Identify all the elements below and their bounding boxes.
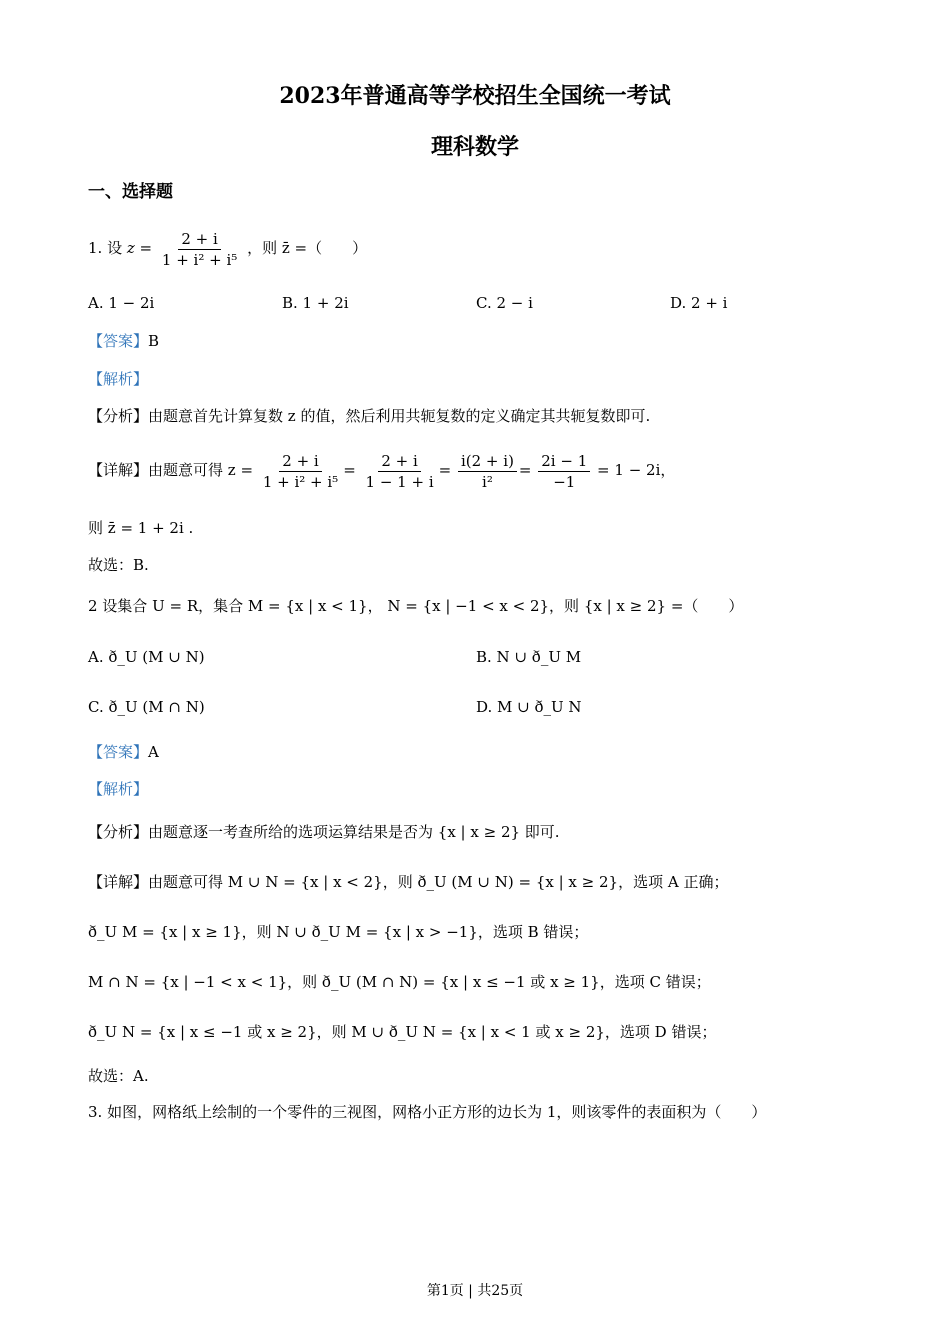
q1-option-d: D. 2 + i [670,294,728,312]
q2-option-c: C. ð_U (M ∩ N) [88,698,205,716]
q2-line-3: M ∩ N = {x | −1 < x < 1}，则 ð_U (M ∩ N) = {x | x ≤ −1 或 x ≥ 1}，选项 C 错误； [88,973,711,991]
q1-step4-num: 2i − 1 [538,451,590,472]
q1-option-b: B. 1 + 2i [282,294,349,312]
q2-analysis-tag: 【解析】 [88,780,149,798]
q2-option-d: D. M ∪ ð_U N [476,698,582,716]
q1-step-frac-2 [363,451,437,492]
q1-conjugate: 则 z̄ = 1 + 2i . [88,519,194,537]
q1-step-frac-4 [538,451,590,492]
q1-num: 1. 设 [88,239,123,257]
q2-fenxi-tag: 【分析】 [88,823,149,841]
q2-line-1: 由题意可得 M ∪ N = {x | x < 2}，则 ð_U (M ∪ N) = {x | x ≥ 2}，选项 A 正确； [148,873,729,891]
q1-xiangjie: 【详解】由题意可得 z = $\frac{2 + i}{\text{1 + i² + i⁵}}$ = $\frac{2 + i}{1 - 1 + i}$ = $\frac{i(2 + i)}{\text{i²}}$ = $\frac{2i - 1}{-1}$ = 1 − 2i， [88,451,676,491]
q1-option-a: A. 1 − 2i [88,294,155,312]
page-footer: 第1页 | 共25页 [426,1283,524,1299]
q1-analysis-tag: 【解析】 [88,370,149,388]
q2-xiangjie-1 [88,872,728,892]
q3-stem: 3. 如图，网格纸上绘制的一个零件的三视图，网格小正方形的边长为 1，则该零件的表面积为（ ） [88,1103,767,1121]
q1-step-frac-3 [458,451,517,492]
q2-stem: 2 设集合 U = R，集合 M = {x | x < 1}， N = {x | −1 < x < 2}，则 {x | x ≥ 2} =（ ） [88,597,744,615]
q1-step4-den: −1 [553,472,576,491]
q1-xiangjie-lead: 由题意可得 z = [148,461,254,479]
q1-step-frac-1 [260,451,341,492]
q1-step3-num: i(2 + i) [458,451,517,472]
q2-pick: 故选：A. [88,1067,149,1085]
q1-tail: ，则 z̄ =（ ） [247,239,368,257]
q2-fenxi-text: 由题意逐一考查所给的选项运算结果是否为 {x | x ≥ 2} 即可. [148,823,560,841]
q2-option-a: A. ð_U (M ∪ N) [88,648,205,666]
q2-line-2: ð_U M = {x | x ≥ 1}，则 N ∪ ð_U M = {x | x > −1}，选项 B 错误； [88,923,589,941]
q1-pick: 故选：B. [88,556,149,574]
q1-z: z = [126,239,153,257]
q1-frac-num: 2 + i [178,229,220,250]
q2-answer-tag: 【答案】 [88,743,149,761]
q1-fenxi-text: 由题意首先计算复数 z 的值，然后利用共轭复数的定义确定其共轭复数即可. [148,407,651,425]
q2-fenxi [88,822,560,842]
q1-step2-den: 1 − 1 + i [365,472,434,491]
q1-fenxi [88,406,650,426]
exam-title: 2023年普通高等学校招生全国统一考试 [279,83,671,109]
q1-frac-den: 1 + i² + i⁵ [161,250,238,269]
exam-subtitle: 理科数学 [430,134,519,160]
q1-answer [88,331,159,351]
section-title: 一、选择题 [88,182,173,202]
q1-fenxi-tag: 【分析】 [88,407,149,425]
q2-answer-value: A [148,743,159,761]
q1-fraction [159,229,240,270]
q2-xiangjie-tag: 【详解】 [88,873,149,891]
q1-step3-den: i² [482,472,493,491]
q2-line-4: ð_U N = {x | x ≤ −1 或 x ≥ 2}，则 M ∪ ð_U N = {x | x < 1 或 x ≥ 2}，选项 D 错误； [88,1023,717,1041]
q1-option-c: C. 2 − i [476,294,533,312]
q2-option-b: B. N ∪ ð_U M [476,648,582,666]
q2-answer [88,742,159,762]
q1-step1-den: 1 + i² + i⁵ [262,472,339,491]
q1-answer-tag: 【答案】 [88,332,149,350]
q1-step1-num: 2 + i [279,451,321,472]
q1-step2-num: 2 + i [378,451,420,472]
q1-stem [88,228,367,270]
q1-xiangjie-tag: 【详解】 [88,461,149,479]
q1-answer-value: B [148,332,160,350]
q1-xiangjie-end: = 1 − 2i， [597,461,676,479]
